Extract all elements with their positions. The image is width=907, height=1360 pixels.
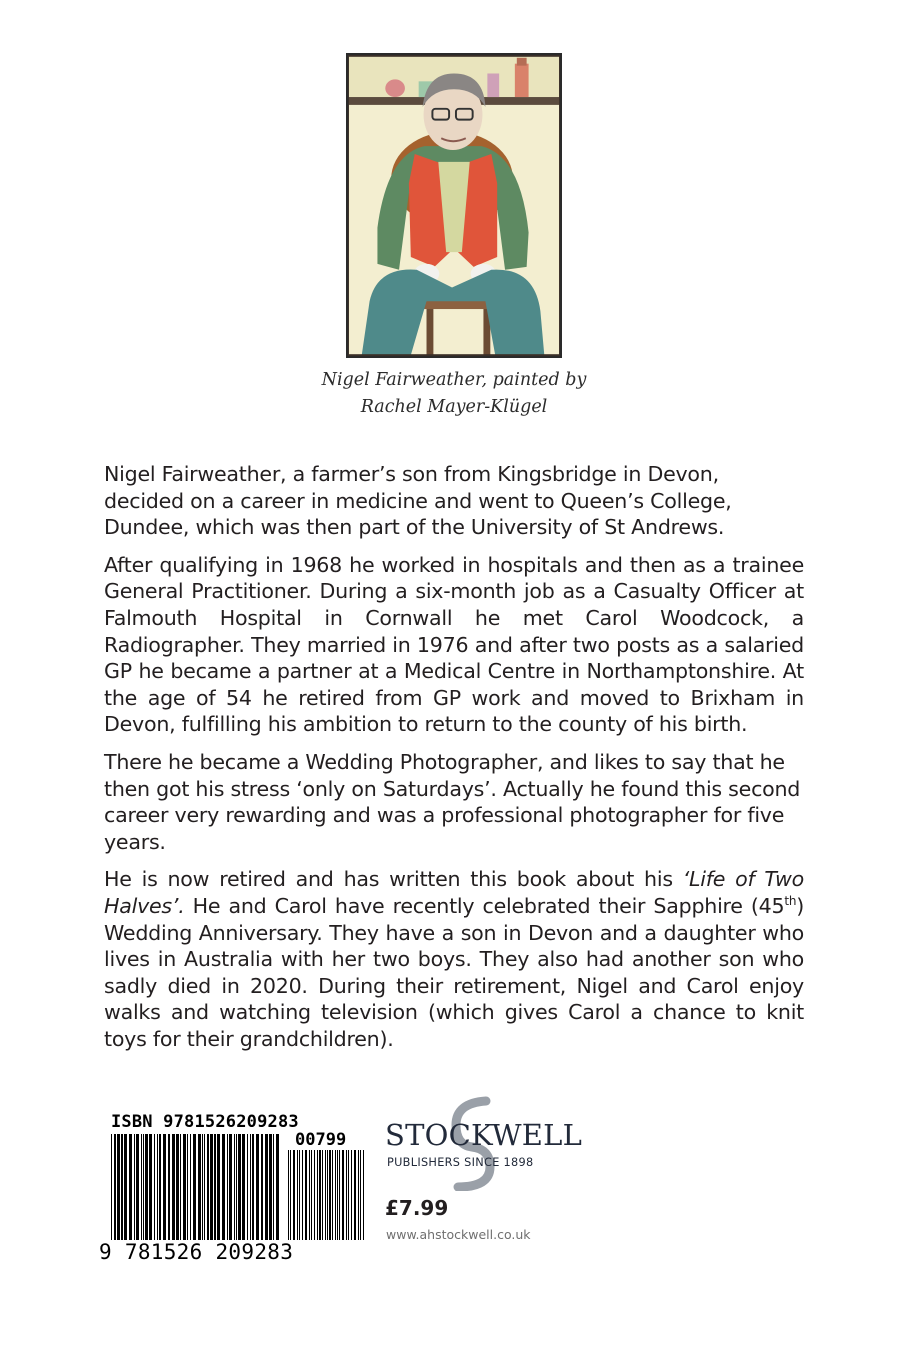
barcode-bar [217, 1134, 220, 1240]
barcode-bar [193, 1134, 196, 1240]
barcode-bar [311, 1150, 312, 1240]
bio-p4-text-a: He is now retired and has written this book about his [104, 867, 683, 892]
barcode-bar [360, 1150, 361, 1240]
barcode-bar [149, 1134, 152, 1240]
barcode-bar [190, 1134, 191, 1240]
barcode-bar [293, 1150, 295, 1240]
barcode-bar [227, 1134, 228, 1240]
barcode-bar [337, 1150, 338, 1240]
barcode-bar [250, 1134, 251, 1240]
bio-paragraph-4 [104, 866, 804, 1052]
barcode-bar [214, 1134, 216, 1240]
barcode-bar [288, 1150, 289, 1240]
barcode-bar [176, 1134, 179, 1240]
barcode-bar [204, 1134, 205, 1240]
barcode-bar [168, 1134, 170, 1240]
barcode-bar [114, 1134, 116, 1240]
bio-p4-text-c: ) Wedding Anniversary. They have a son in Devon and a daughter who lives in Australia with her two boys. They also had another son who sadly died in 2020. During their retirement, Nigel and Carol enjoy walks and watching television (which gives Carol a chance to knit toys for their grandchildren). [104, 893, 804, 1051]
barcode-bar [141, 1134, 142, 1240]
barcode-bar [261, 1134, 263, 1240]
barcode-bar [180, 1134, 181, 1240]
barcode-bar [309, 1150, 310, 1240]
barcode-bar [183, 1134, 186, 1240]
ordinal-suffix: th [784, 894, 797, 909]
barcode-bar [327, 1150, 328, 1240]
bio-paragraph-2: After qualifying in 1968 he worked in hospitals and then as a trainee General Practitioner. During a six-month job as a Casualty Officer at Falmouth Hospital in Cornwall he met Carol Woodcock, a Radiographer. They married in 1976 and after two posts as a salaried GP he became a partner at a Medical Centre in Northamptonshire. At the age of 54 he retired from GP work and moved to Brixham in Devon, fulfilling his ambition to return to the county of his birth. [104, 552, 804, 737]
barcode-bar [342, 1150, 344, 1240]
barcode-bar [136, 1134, 139, 1240]
caption-line-2: Rachel Mayer-Klügel [360, 397, 548, 417]
addon-barcode [288, 1150, 364, 1240]
barcode-bar [276, 1134, 279, 1240]
author-biography [104, 461, 804, 1063]
barcode-bar [202, 1134, 203, 1240]
publisher-tagline: PUBLISHERS SINCE 1898 [387, 1156, 534, 1169]
barcode-bar [329, 1150, 331, 1240]
barcode-bar [121, 1134, 123, 1240]
price-addon-code: 00799 [295, 1130, 347, 1150]
barcode-bar [236, 1134, 237, 1240]
bio-paragraph-1: Nigel Fairweather, a farmer’s son from Kingsbridge in Devon, decided on a career in medicine and went to Queen’s College, Dundee, which was then part of the University of St Andrews. [104, 462, 732, 540]
barcode-bar [157, 1134, 158, 1240]
bio-paragraph-3: There he became a Wedding Photographer, and likes to say that he then got his stress ‘only on Saturdays’. Actually he found this second career very rewarding and was a professional photographer for five years. [104, 749, 801, 854]
barcode-bar [134, 1134, 135, 1240]
barcode-bar [269, 1134, 272, 1240]
publisher-website[interactable]: www.ahstockwell.co.uk [386, 1227, 531, 1242]
barcode-bar [297, 1150, 298, 1240]
barcode-bar [143, 1134, 144, 1240]
barcode-bar [159, 1134, 161, 1240]
bio-p4-text-b: He and Carol have recently celebrated their Sapphire (45 [184, 893, 785, 918]
barcode-bar [124, 1134, 127, 1240]
barcode-bar [265, 1134, 268, 1240]
barcode-bar [319, 1150, 321, 1240]
isbn-barcode [111, 1134, 279, 1240]
barcode-bar [198, 1134, 201, 1240]
barcode-bar [363, 1150, 364, 1240]
barcode-bar [302, 1150, 303, 1240]
barcode-bar [332, 1150, 333, 1240]
barcode-bar [305, 1150, 307, 1240]
barcode-bar [322, 1150, 323, 1240]
barcode-bar [358, 1150, 359, 1240]
caption-line-1: Nigel Fairweather, painted by [321, 370, 587, 390]
barcode-bar [290, 1150, 291, 1240]
barcode-bar [247, 1134, 248, 1240]
barcode-bar [273, 1134, 274, 1240]
barcode-bar [207, 1134, 209, 1240]
barcode-digits: 9 781526 209283 [99, 1240, 294, 1264]
barcode-bar [299, 1150, 300, 1240]
barcode-bar [325, 1150, 326, 1240]
publisher-name: STOCKWELL [385, 1118, 583, 1152]
barcode-bar [234, 1134, 235, 1240]
portrait-caption [250, 367, 658, 421]
barcode-bar [145, 1134, 148, 1240]
barcode-bar [229, 1134, 232, 1240]
portrait-painting [348, 55, 560, 356]
barcode-bar [210, 1134, 213, 1240]
barcode-bar [172, 1134, 175, 1240]
barcode-bar [242, 1134, 245, 1240]
barcode-bar [346, 1150, 347, 1240]
author-portrait [346, 53, 562, 358]
barcode-bar [163, 1134, 166, 1240]
barcode-bar [129, 1134, 132, 1240]
barcode-bar [222, 1134, 225, 1240]
barcode-bar [256, 1134, 259, 1240]
barcode-bar [111, 1134, 112, 1240]
barcode-bar [335, 1150, 336, 1240]
barcode-bar [117, 1134, 120, 1240]
barcode-bar [348, 1150, 349, 1240]
barcode-bar [317, 1150, 318, 1240]
barcode-bar [238, 1134, 241, 1240]
barcode-bar [154, 1134, 155, 1240]
barcode-bar [314, 1150, 315, 1240]
book-title: ‘Life of Two Halves’. [104, 867, 804, 918]
barcode-bar [339, 1150, 340, 1240]
barcode-bar [187, 1134, 188, 1240]
barcode-bar [354, 1150, 356, 1240]
book-price: £7.99 [385, 1196, 449, 1220]
barcode-bar [252, 1134, 254, 1240]
isbn-label: ISBN 9781526209283 [111, 1112, 299, 1132]
barcode-bar [351, 1150, 352, 1240]
